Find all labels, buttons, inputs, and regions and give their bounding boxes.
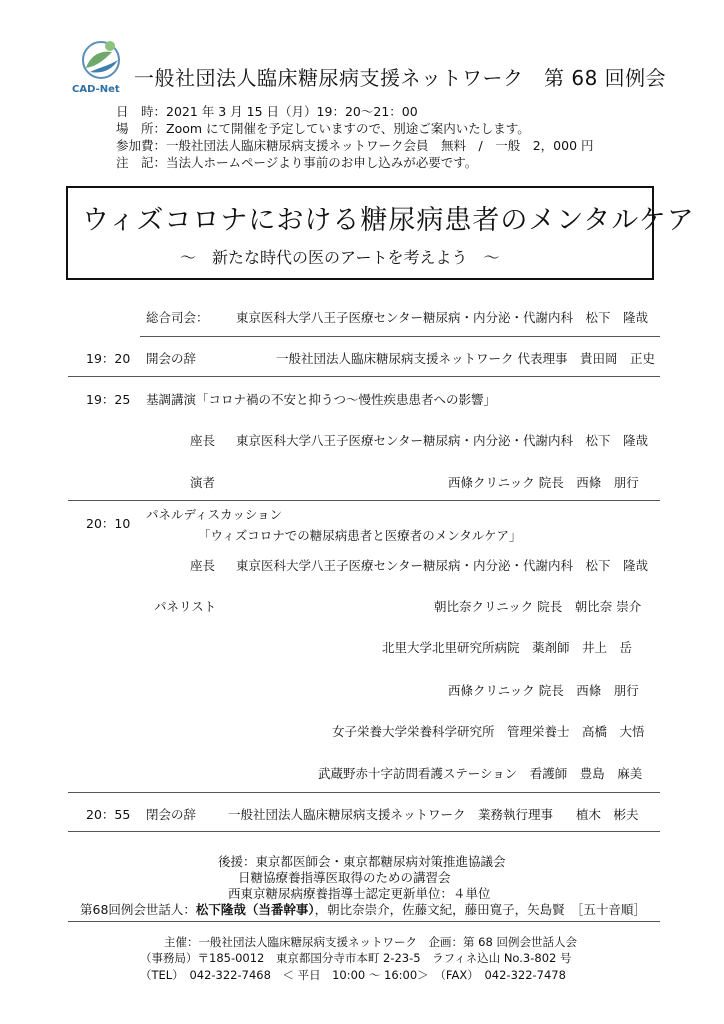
panelist-item: 武蔵野赤十字訪問看護ステーション 看護師 豊島 麻美 [318, 766, 643, 781]
org-title: 一般社団法人臨床糖尿病支援ネットワーク 第 68 回例会 [134, 66, 667, 90]
divider [68, 500, 660, 501]
panelist-item: 朝比奈クリニック 院長 朝比奈 崇介 [434, 599, 642, 614]
footer-line: （TEL） 042-322-7468 ＜ 平日 10:00 ～ 16:00＞ （FAX） 042-322-7478 [140, 968, 566, 982]
keynote-chair-label: 座長 [190, 433, 216, 448]
panelist-item: 北里大学北里研究所病院 薬剤師 井上 岳 [382, 640, 633, 655]
divider [68, 376, 660, 377]
panel-time: 20：10 [86, 516, 131, 531]
divider [68, 831, 660, 832]
keynote-time: 19：25 [86, 392, 131, 407]
divider [68, 921, 660, 922]
sub-title: ～ 新たな時代の医のアートを考えよう ～ [180, 248, 500, 267]
closing-time: 20：55 [86, 807, 131, 822]
host-text: 東京医科大学八王子医療センター糖尿病・内分泌・代謝内科 松下 隆哉 [236, 310, 649, 325]
info-date: 日 時：2021 年 3 月 15 日（月）19：20～21：00 [116, 104, 418, 119]
main-title: ウィズコロナにおける糖尿病患者のメンタルケア [82, 205, 695, 236]
panel-label: パネルディスカッション [146, 507, 283, 522]
footer-line: 主催：一般社団法人臨床糖尿病支援ネットワーク 企画：第 68 回例会世話人会 [164, 935, 577, 949]
host-label: 総合司会： [146, 310, 209, 325]
footer-line: （事務局）〒185-0012 東京都国分寺市本町 2-23-5 ラフィネ込山 No.3-802 号 [140, 951, 572, 965]
panelist-item: 西條クリニック 院長 西條 朋行 [448, 683, 639, 698]
opening-label: 開会の辞 [146, 351, 197, 366]
divider [68, 792, 660, 793]
closing-label: 閉会の辞 [146, 807, 197, 822]
info-note: 注 記：当法人ホームページより事前のお申し込みが必要です。 [116, 155, 478, 170]
support-line: 日糖協療養指導医取得のための講習会 [238, 870, 451, 885]
support-line: 後援：東京都医師会・東京都糖尿病対策推進協議会 [218, 854, 506, 869]
opening-text: 一般社団法人臨床糖尿病支援ネットワーク 代表理事 貴田岡 正史 [276, 351, 655, 366]
panelist-item: 女子栄養大学栄養科学研究所 管理栄養士 高橋 大悟 [332, 724, 645, 739]
panelists-label: パネリスト [154, 599, 217, 614]
keynote-chair-text: 東京医科大学八王子医療センター糖尿病・内分泌・代謝内科 松下 隆哉 [236, 433, 649, 448]
panel-chair-text: 東京医科大学八王子医療センター糖尿病・内分泌・代謝内科 松下 隆哉 [236, 558, 649, 573]
panel-theme: 「ウィズコロナでの糖尿病患者と医療者のメンタルケア」 [198, 528, 522, 543]
closing-text: 一般社団法人臨床糖尿病支援ネットワーク 業務執行理事 [228, 807, 554, 822]
closing-name: 植木 彬夫 [576, 807, 639, 822]
keynote-speaker-text: 西條クリニック 院長 西條 朋行 [448, 475, 639, 490]
support-line: 西東京糖尿病療養指導士認定更新単位：４単位 [228, 886, 491, 901]
opening-time: 19：20 [86, 351, 131, 366]
organizers-line: 第68回例会世話人：松下隆哉（当番幹事），朝比奈崇介，佐藤文紀，藤田寛子，矢島賢 ［五十音順］ [80, 902, 646, 917]
logo-text: CAD-Net [72, 84, 120, 95]
keynote-label: 基調講演「コロナ禍の不安と抑うつ～慢性疾患患者への影響」 [146, 392, 497, 407]
info-fee: 参加費：一般社団法人臨床糖尿病支援ネットワーク会員 無料 / 一般 2，000 円 [116, 138, 594, 153]
divider [140, 336, 660, 337]
info-place: 場 所：Zoom にて開催を予定していますので、別途ご案内いたします。 [116, 121, 530, 136]
keynote-speaker-label: 演者 [190, 475, 216, 490]
panel-chair-label: 座長 [190, 558, 216, 573]
